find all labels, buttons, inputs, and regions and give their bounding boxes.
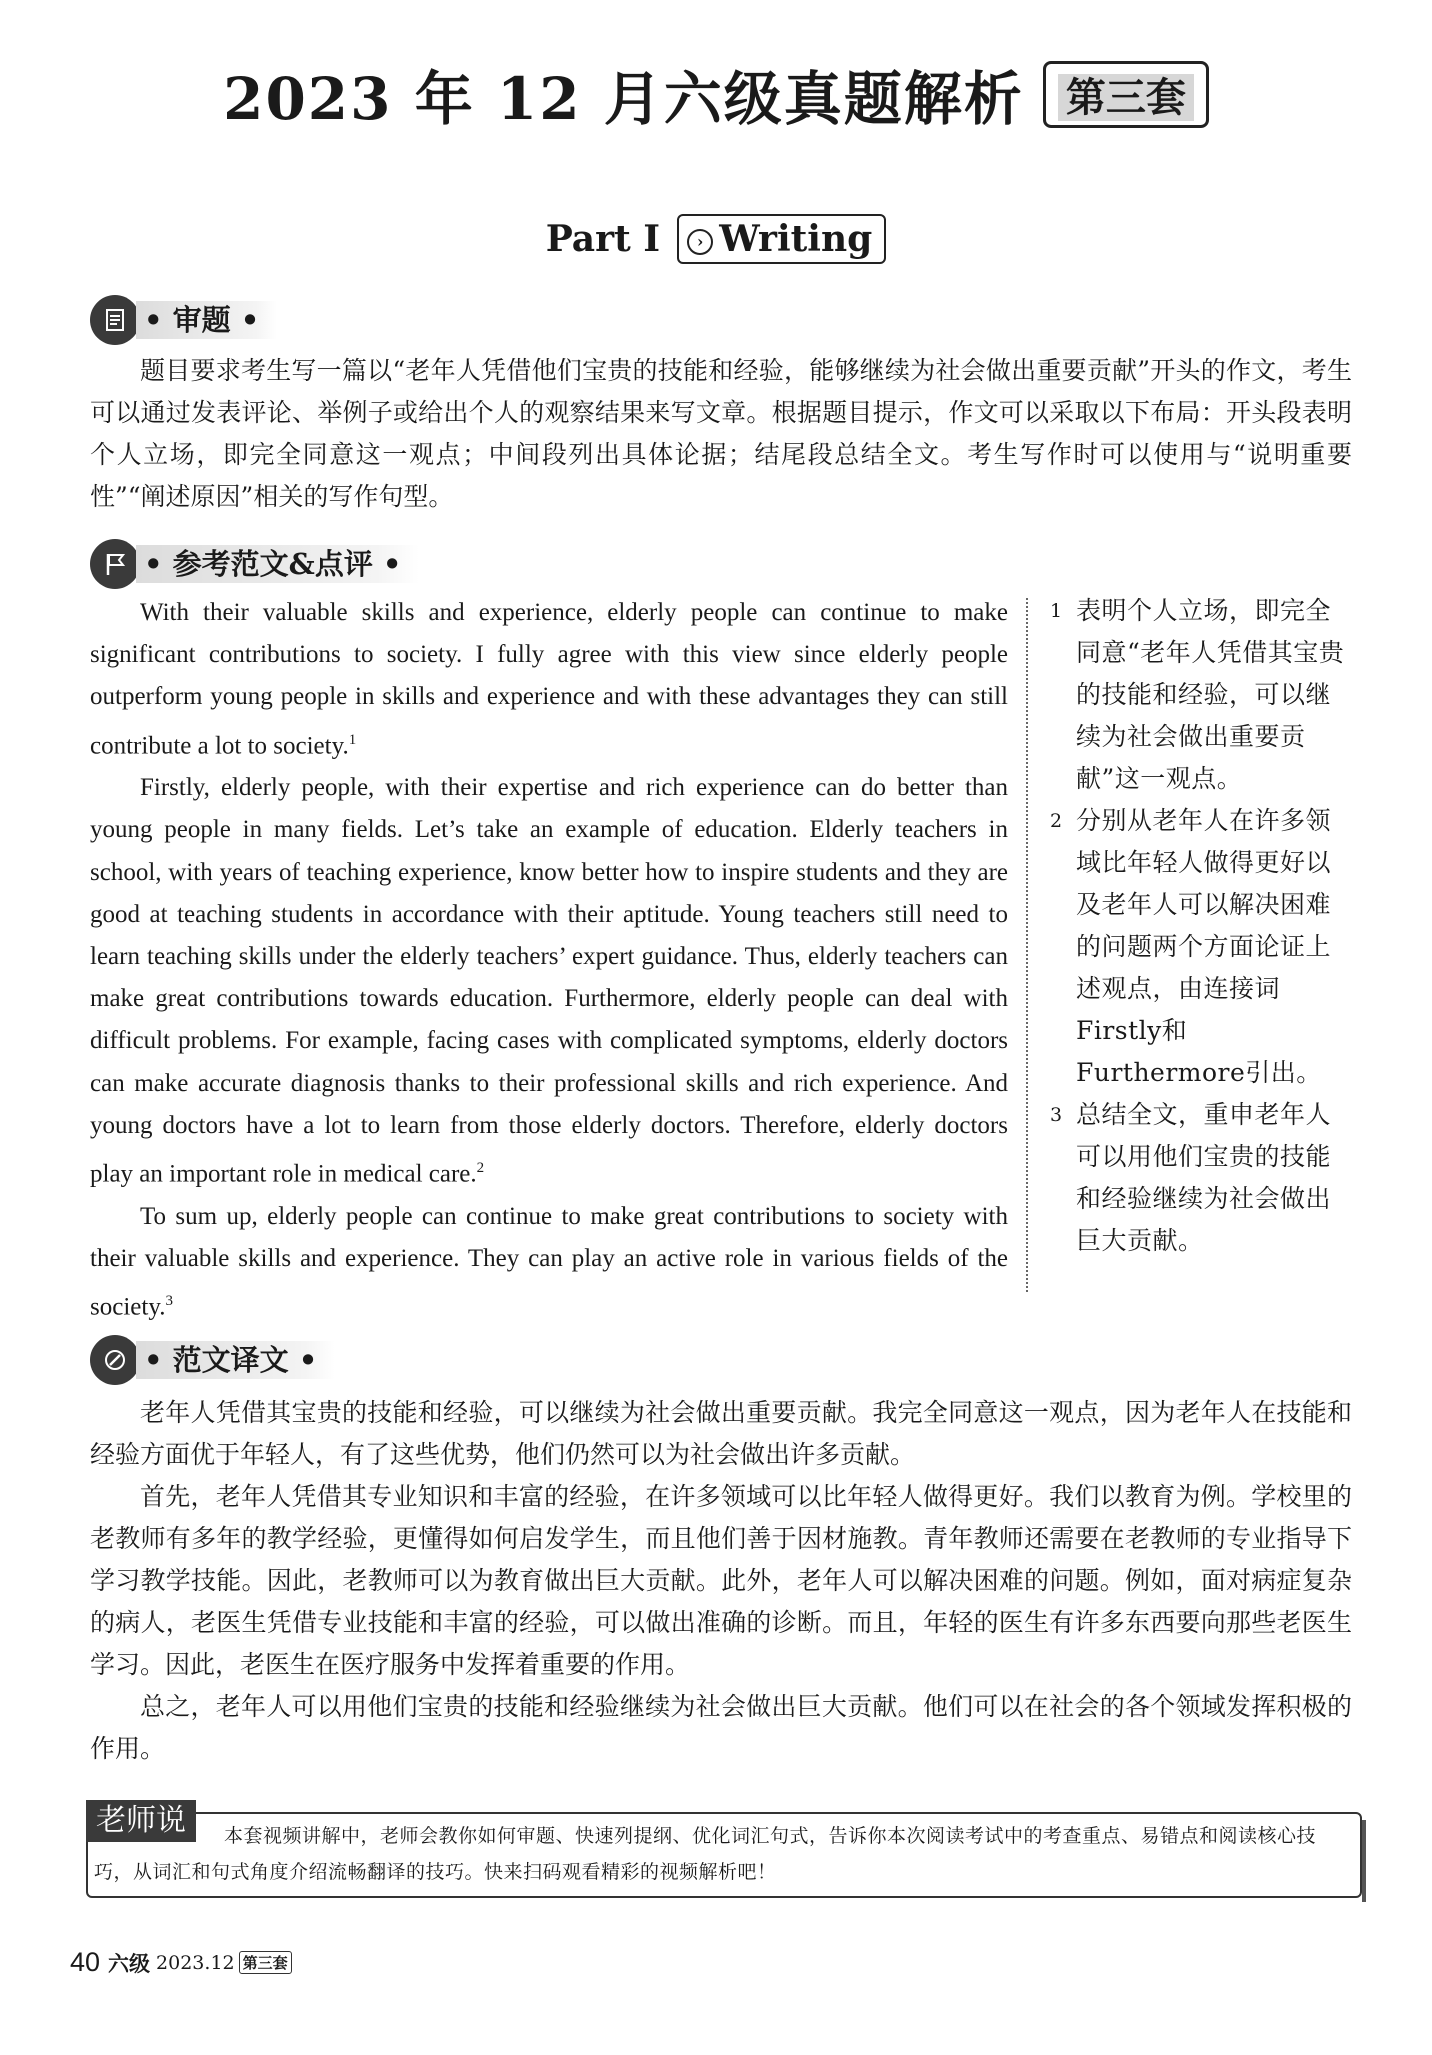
footer-exam: 六级: [108, 1950, 151, 1976]
section-label: • 审题 •: [136, 301, 277, 339]
part-name-box: [677, 214, 886, 264]
part-header: [0, 214, 1432, 264]
note-item: [1050, 590, 1350, 800]
essay-paragraph: [90, 592, 1008, 767]
essay-paragraph: [90, 767, 1008, 1195]
page-number: 40: [70, 1947, 101, 1977]
teacher-tag: 老师说: [86, 1800, 196, 1842]
essay-paragraph-text: Firstly, elderly people, with their expertise and rich experience can do better than young people in many fields. Let’s take an example of education. Elderly teachers in school, with years of teaching experience, know better how to inspire students and they are good at teaching students in accordance with their aptitude. Young teachers still need to learn teaching skills under the elderly teachers’ expert guidance. Thus, elderly teachers can make great contributions towards education. Furthermore, elderly people can deal with difficult problems. For example, facing cases with complicated symptoms, elderly doctors can make accurate diagnosis thanks to their professional skills and rich experience. And young doctors have a lot to learn from those elderly doctors. Therefore, elderly doctors play an important role in medical care.: [90, 774, 1008, 1188]
translation-paragraph: 老年人凭借其宝贵的技能和经验，可以继续为社会做出重要贡献。我完全同意这一观点，因为老年人在技能和经验方面优于年轻人，有了这些优势，他们仍然可以为社会做出许多贡献。: [90, 1398, 1352, 1469]
footer-date: 2023.12: [156, 1951, 235, 1974]
footer-set-badge: 第三套: [239, 1951, 292, 1974]
essay-paragraph-text: With their valuable skills and experience, elderly people can continue to make significant contributions to society. I fully agree with this view since elderly people outperform young people in skills and experience and with these advantages they can still contribute a lot to society.: [90, 599, 1008, 759]
document-icon: [90, 295, 140, 345]
section-header-translation: [90, 1334, 335, 1386]
section-label: • 范文译文 •: [136, 1341, 335, 1379]
analysis-paragraph: 题目要求考生写一篇以“老年人凭借他们宝贵的技能和经验，能够继续为社会做出重要贡献”开头的作文，考生可以通过发表评论、举例子或给出个人的观察结果来写文章。根据题目提示，作文可以采取以下布局：开头段表明个人立场，即完全同意这一观点；中间段列出具体论据；结尾段总结全文。考生写作时可以使用与“说明重要性”“阐述原因”相关的写作句型。: [90, 356, 1352, 511]
note-text: 分别从老年人在许多领域比年轻人做得更好以及老年人可以解决困难的问题两个方面论证上述观点，由连接词Firstly和Furthermore引出。: [1076, 806, 1332, 1087]
page-footer: [70, 1947, 292, 1978]
arrow-circle-icon: ›: [687, 229, 713, 255]
essay-note-mark: 1: [348, 731, 357, 748]
translation-text-block: [90, 1392, 1352, 1770]
flag-icon: [90, 539, 140, 589]
note-item: [1050, 1094, 1350, 1262]
sample-essay: [90, 592, 1008, 1328]
essay-note-mark: 2: [476, 1159, 485, 1176]
essay-notes: [1050, 590, 1350, 1262]
translation-paragraph: 首先，老年人凭借其专业知识和丰富的经验，在许多领域可以比年轻人做得更好。我们以教育为例。学校里的老教师有多年的教学经验，更懂得如何启发学生，而且他们善于因材施教。青年教师还需要在老教师的专业指导下学习教学技能。因此，老教师可以为教育做出巨大贡献。此外，老年人可以解决困难的问题。例如，面对病症复杂的病人，老医生凭借专业技能和丰富的经验，可以做出准确的诊断。而且，年轻的医生有许多东西要向那些老医生学习。因此，老医生在医疗服务中发挥着重要的作用。: [90, 1482, 1352, 1679]
note-number: 1: [1050, 600, 1063, 622]
notes-divider: [1026, 598, 1028, 1292]
analysis-text-block: [90, 350, 1352, 518]
section-header-sample-essay: [90, 538, 419, 590]
translation-paragraph: 总之，老年人可以用他们宝贵的技能和经验继续为社会做出巨大贡献。他们可以在社会的各个领域发挥积极的作用。: [90, 1692, 1352, 1763]
part-name: Writing: [719, 218, 873, 260]
note-text: 总结全文，重申老年人可以用他们宝贵的技能和经验继续为社会做出巨大贡献。: [1076, 1100, 1332, 1255]
set-badge-label: 第三套: [1058, 74, 1194, 121]
essay-paragraph-text: To sum up, elderly people can continue to make great contributions to society with their valuable skills and experience. They can play an active role in various fields of the society.: [90, 1202, 1008, 1321]
note-number: 2: [1050, 810, 1063, 832]
pen-icon: [90, 1335, 140, 1385]
essay-note-mark: 3: [165, 1292, 173, 1309]
set-badge: [1043, 61, 1209, 128]
page-title: [0, 52, 1432, 136]
essay-paragraph: [90, 1196, 1008, 1329]
note-item: [1050, 800, 1350, 1094]
section-header-analysis: [90, 294, 277, 346]
note-number: 3: [1050, 1104, 1063, 1126]
title-text: 2023 年 12 月六级真题解析: [223, 65, 1024, 133]
teacher-note-text: 本套视频讲解中，老师会教你如何审题、快速列提纲、优化词汇句式，告诉你本次阅读考试中的考查重点、易错点和阅读核心技巧，从词汇和句式角度介绍流畅翻译的技巧。快来扫码观看精彩的视频解析吧！: [94, 1825, 1317, 1883]
section-label: • 参考范文&点评 •: [136, 545, 419, 583]
part-label: Part I: [545, 218, 661, 260]
note-text: 表明个人立场，即完全同意“老年人凭借其宝贵的技能和经验，可以继续为社会做出重要贡献”这一观点。: [1076, 596, 1345, 793]
